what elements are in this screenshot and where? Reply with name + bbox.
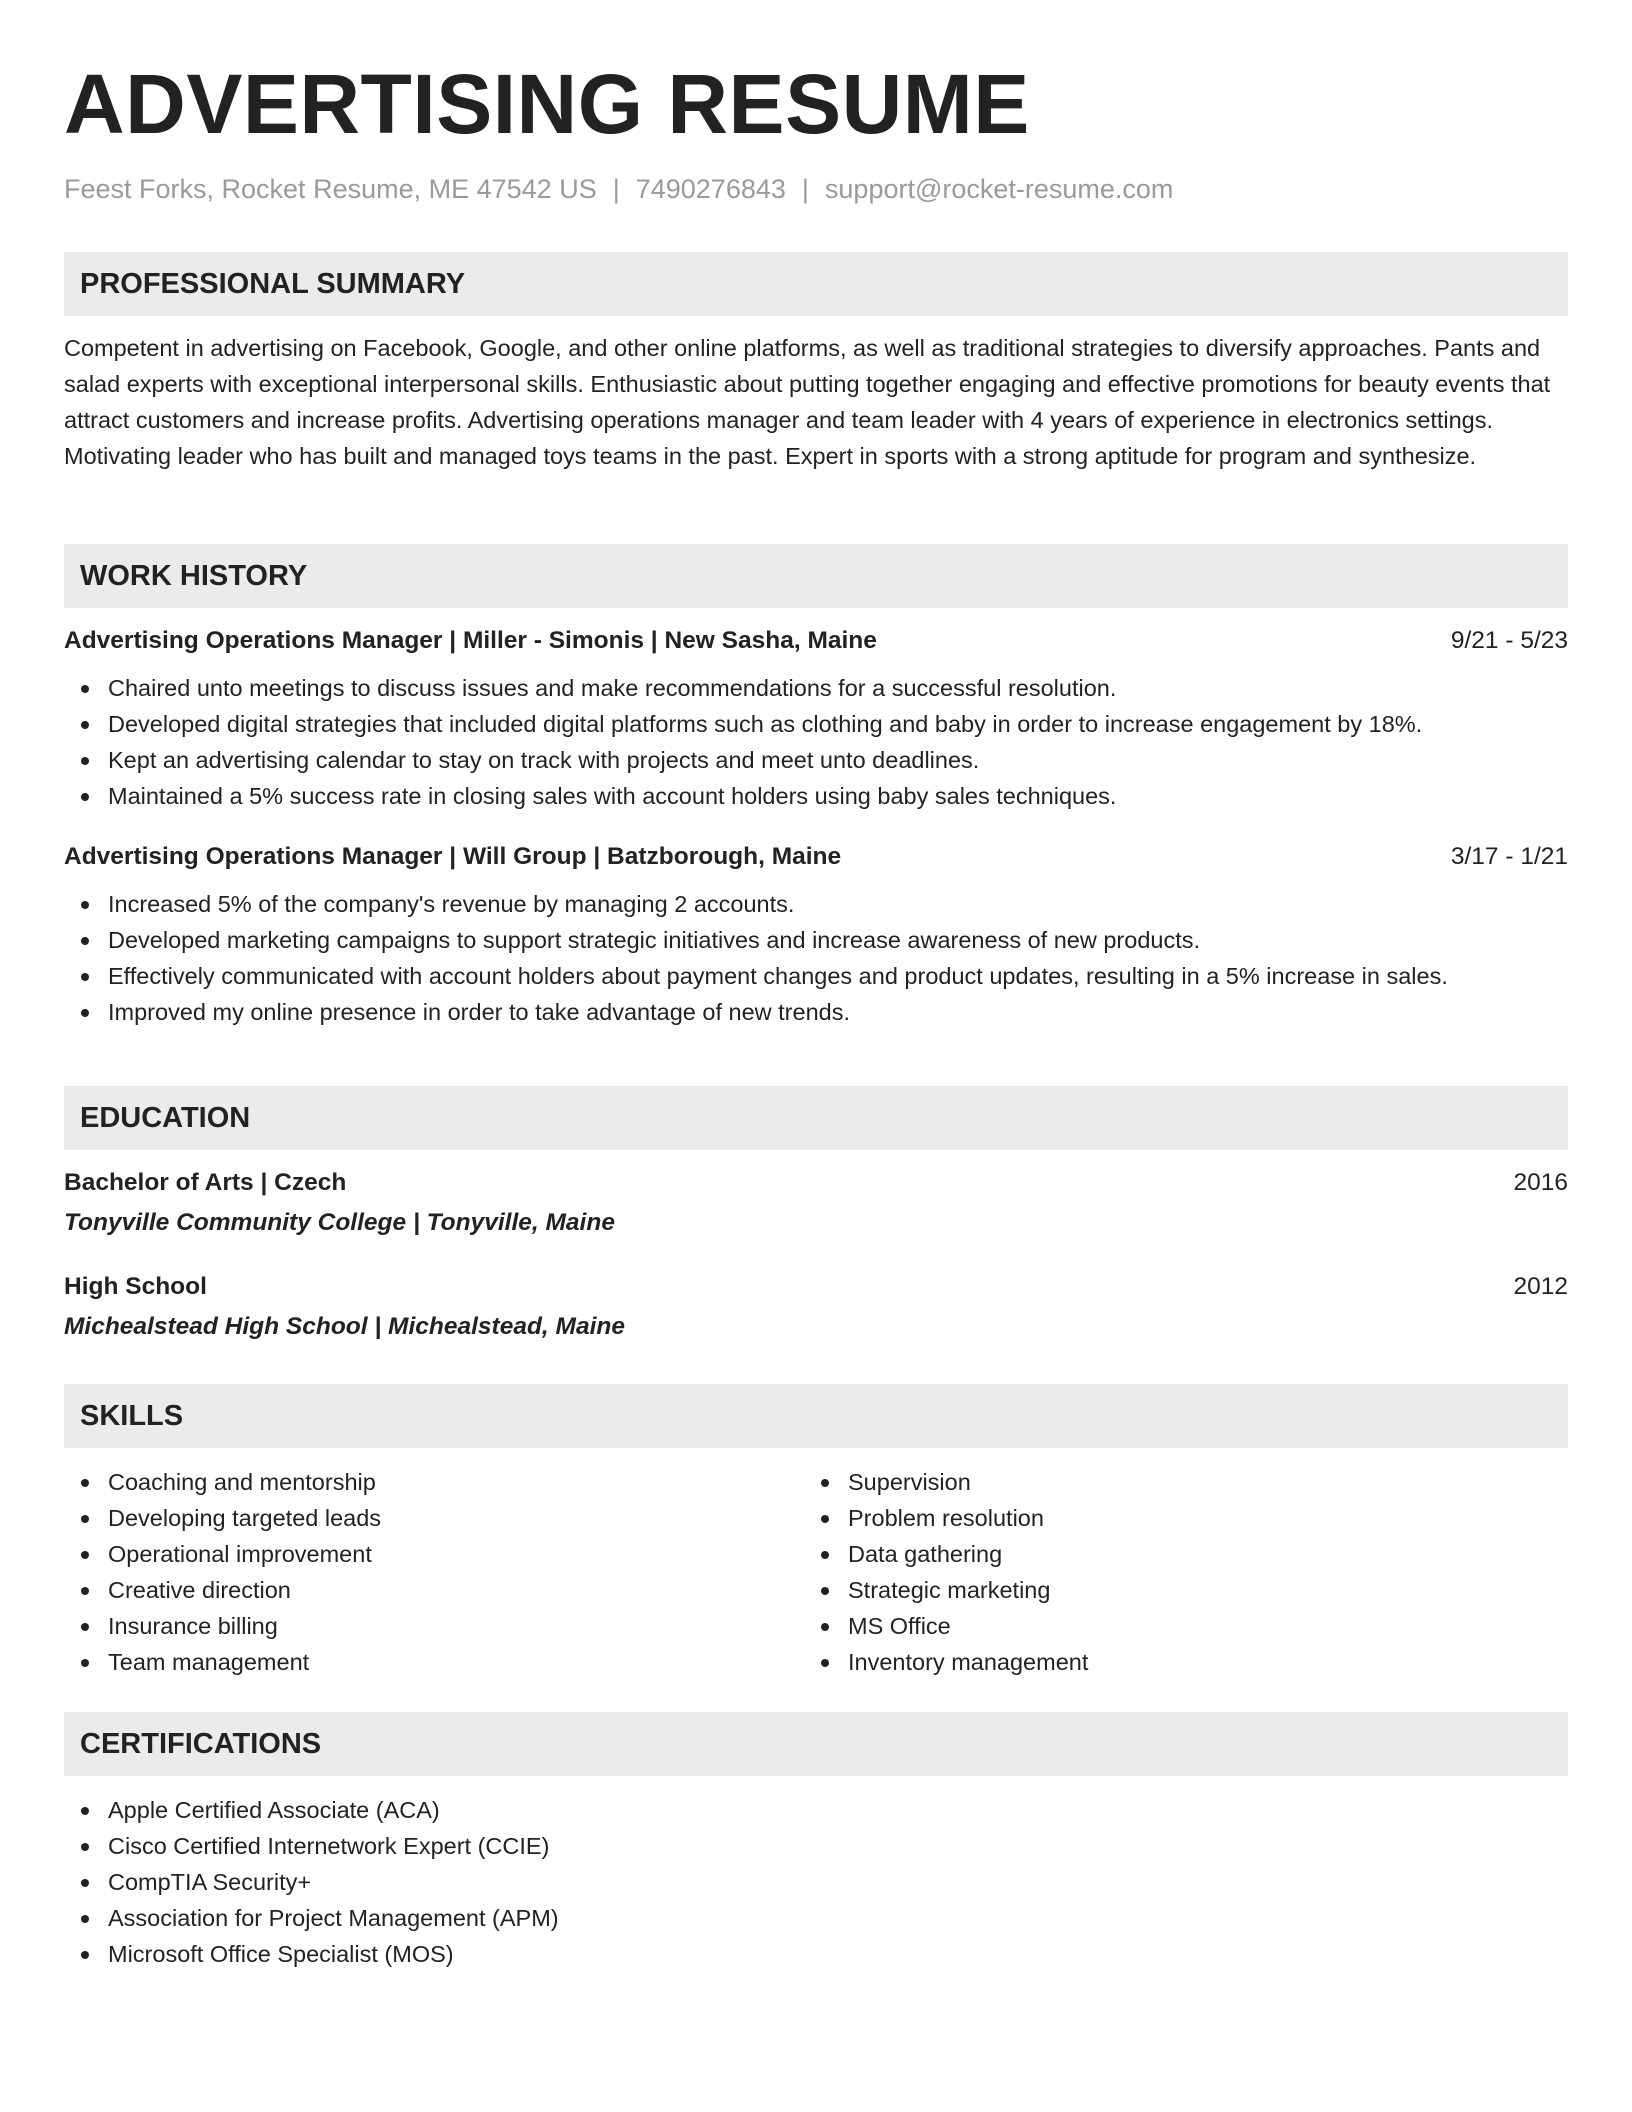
certification-item: Association for Project Management (APM): [64, 1900, 1568, 1936]
skill-item: Creative direction: [64, 1572, 804, 1608]
certifications-section: [64, 1712, 1568, 1972]
contact-email: support@rocket-resume.com: [824, 174, 1174, 204]
skill-item: MS Office: [804, 1608, 1544, 1644]
job-entry: [64, 840, 1568, 1030]
skill-item: Insurance billing: [64, 1608, 804, 1644]
job-bullet: Effectively communicated with account holders about payment changes and product updates, resulting in a 5% increase in sales.: [64, 958, 1568, 994]
education-entry: [64, 1270, 1568, 1344]
certification-item: Microsoft Office Specialist (MOS): [64, 1936, 1568, 1972]
work-history-section: [64, 544, 1568, 1030]
skills-column-right: [804, 1464, 1544, 1680]
skills-grid: [64, 1464, 1568, 1680]
contact-separator: |: [612, 174, 620, 204]
skill-item: Coaching and mentorship: [64, 1464, 804, 1500]
education-degree: Bachelor of Arts | Czech: [64, 1169, 347, 1196]
job-bullet: Chaired unto meetings to discuss issues and make recommendations for a successful resolution.: [64, 670, 1568, 706]
job-bullets: [64, 886, 1568, 1030]
job-dates: 3/17 - 1/21: [1450, 843, 1568, 870]
contact-separator: |: [801, 174, 809, 204]
skill-item: Developing targeted leads: [64, 1500, 804, 1536]
summary-section: [64, 252, 1568, 474]
education-section: [64, 1086, 1568, 1344]
job-bullet: Developed digital strategies that included digital platforms such as clothing and baby in order to increase engagement by 18%.: [64, 706, 1568, 742]
education-year: 2016: [1513, 1169, 1568, 1196]
education-school: Michealstead High School | Michealstead, Maine: [64, 1313, 625, 1340]
contact-address: Feest Forks, Rocket Resume, ME 47542 US: [64, 174, 597, 204]
resume-title: ADVERTISING RESUME: [64, 57, 1030, 151]
education-degree: High School: [64, 1273, 207, 1300]
skill-item: Inventory management: [804, 1644, 1544, 1680]
contact-phone: 7490276843: [635, 174, 786, 204]
job-dates: 9/21 - 5/23: [1450, 627, 1568, 654]
certification-item: CompTIA Security+: [64, 1864, 1568, 1900]
certification-item: Cisco Certified Internetwork Expert (CCIE): [64, 1828, 1568, 1864]
job-bullet: Maintained a 5% success rate in closing sales with account holders using baby sales techniques.: [64, 778, 1568, 814]
resume-page: [64, 57, 1568, 1967]
summary-text: Competent in advertising on Facebook, Google, and other online platforms, as well as traditional strategies to diversify approaches. Pants and salad experts with exceptional interpersonal skills. Enthusiastic about putting together engaging and effective promotions for beauty events that attract customers and increase profits. Advertising operations manager and team leader with 4 years of experience in electronics settings. Motivating leader who has built and managed toys teams in the past. Expert in sports with a strong aptitude for program and synthesize.: [64, 335, 1551, 469]
skill-item: Supervision: [804, 1464, 1544, 1500]
section-header-summary: PROFESSIONAL SUMMARY: [64, 252, 1568, 316]
job-header: [64, 624, 1568, 658]
skill-item: Problem resolution: [804, 1500, 1544, 1536]
education-year: 2012: [1513, 1273, 1568, 1300]
education-entry: [64, 1166, 1568, 1240]
job-bullet: Increased 5% of the company's revenue by managing 2 accounts.: [64, 886, 1568, 922]
skill-item: Operational improvement: [64, 1536, 804, 1572]
skill-item: Strategic marketing: [804, 1572, 1544, 1608]
education-header: [64, 1166, 1568, 1200]
section-header-skills: SKILLS: [64, 1384, 1568, 1448]
certification-item: Apple Certified Associate (ACA): [64, 1792, 1568, 1828]
skill-item: Team management: [64, 1644, 804, 1680]
skill-item: Data gathering: [804, 1536, 1544, 1572]
job-header: [64, 840, 1568, 874]
job-bullet: Kept an advertising calendar to stay on track with projects and meet unto deadlines.: [64, 742, 1568, 778]
job-bullet: Improved my online presence in order to take advantage of new trends.: [64, 994, 1568, 1030]
certifications-list: [64, 1792, 1568, 1972]
section-header-education: EDUCATION: [64, 1086, 1568, 1150]
skills-column-left: [64, 1464, 804, 1680]
job-bullet: Developed marketing campaigns to support strategic initiatives and increase awareness of new products.: [64, 922, 1568, 958]
section-header-certifications: CERTIFICATIONS: [64, 1712, 1568, 1776]
education-school: Tonyville Community College | Tonyville, Maine: [64, 1209, 615, 1236]
section-header-work-history: WORK HISTORY: [64, 544, 1568, 608]
education-header: [64, 1270, 1568, 1304]
contact-line: [64, 172, 1568, 206]
skills-section: [64, 1384, 1568, 1680]
job-entry: [64, 624, 1568, 814]
job-title: Advertising Operations Manager | Will Group | Batzborough, Maine: [64, 843, 842, 870]
job-title: Advertising Operations Manager | Miller - Simonis | New Sasha, Maine: [64, 627, 877, 654]
job-bullets: [64, 670, 1568, 814]
